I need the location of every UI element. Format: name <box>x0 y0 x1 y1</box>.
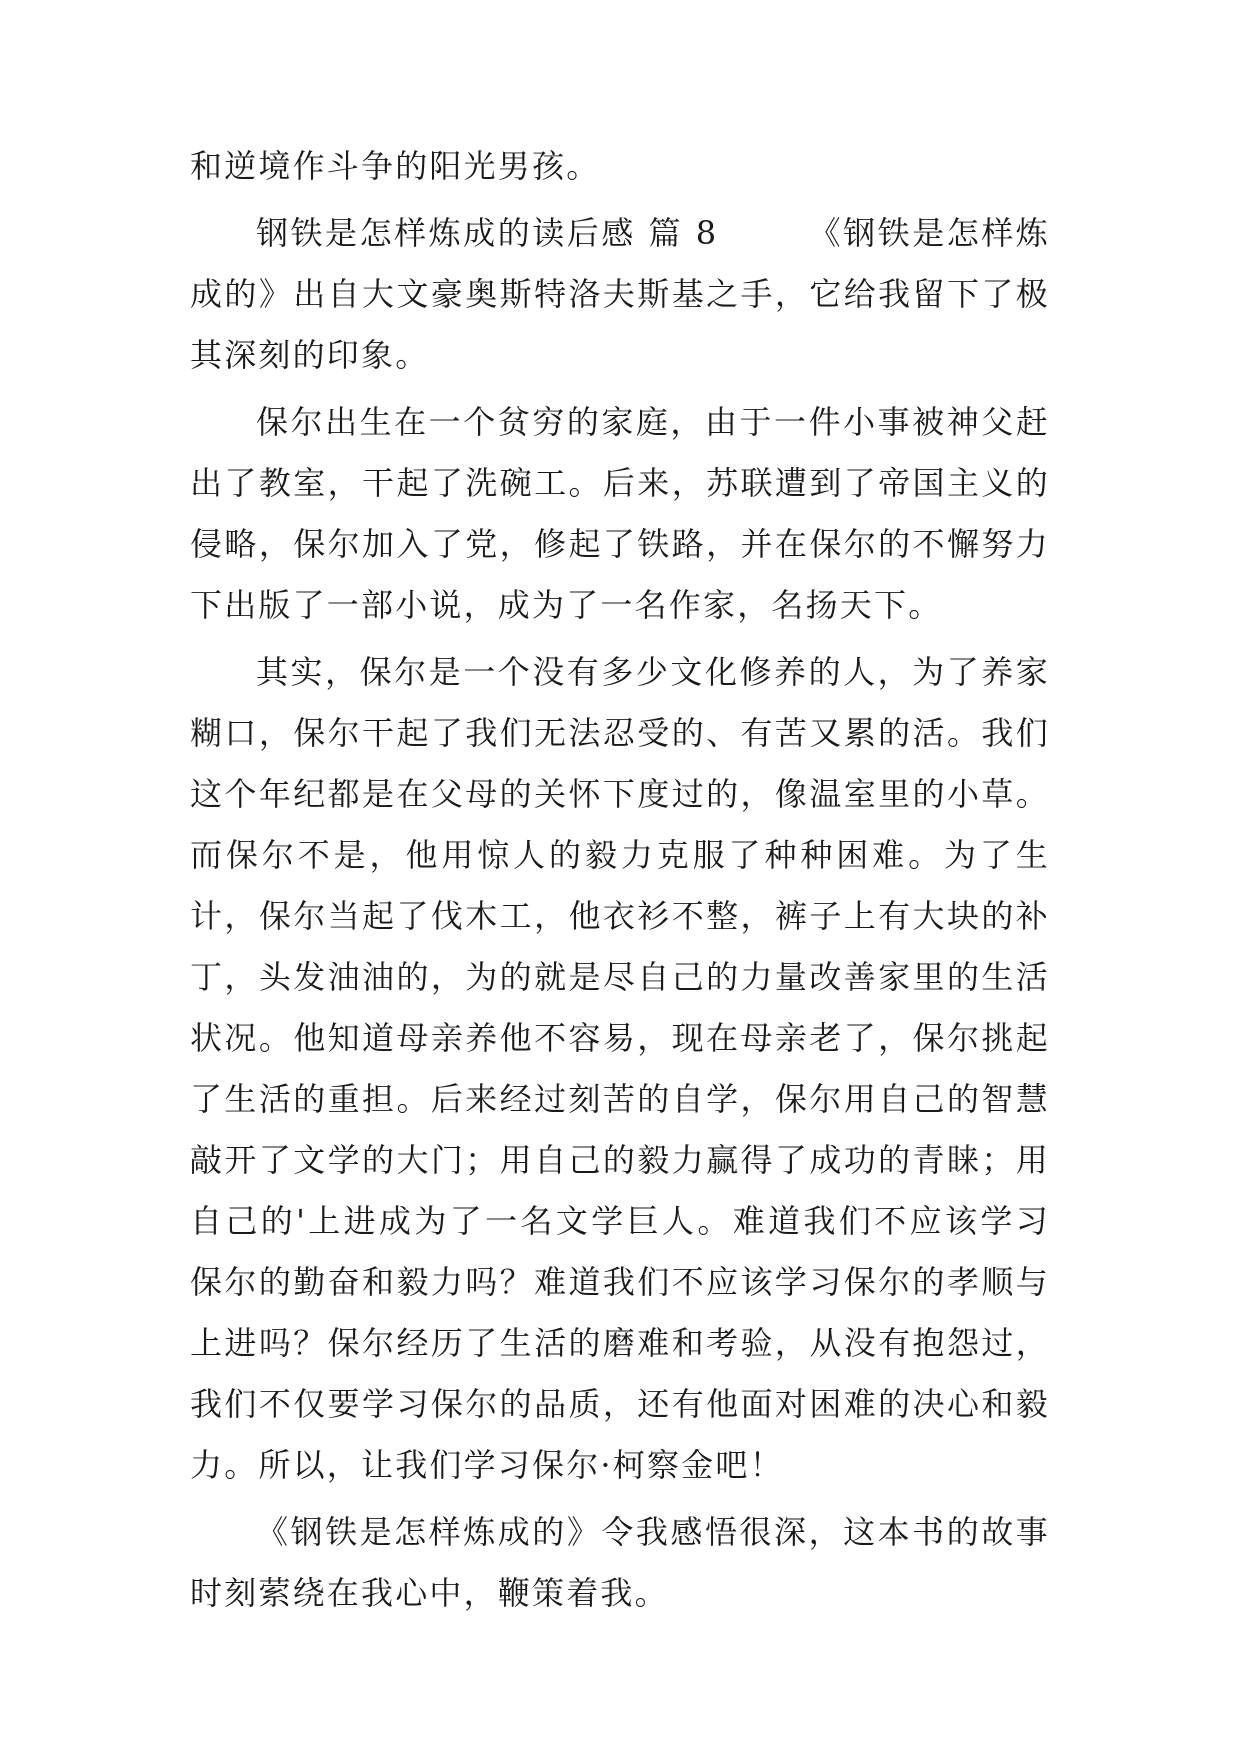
essay-intro-text: 《钢铁是怎样炼成的》出自大文豪奥斯特洛夫斯基之手，它给我留下了极其深刻的印象。 <box>190 214 1050 374</box>
essay-heading: 钢铁是怎样炼成的读后感 篇 8 <box>256 214 719 252</box>
paragraph-paul-perseverance: 其实，保尔是一个没有多少文化修养的人，为了养家糊口，保尔干起了我们无法忍受的、有苦又累的活。我们这个年纪都是在父母的关怀下度过的，像温室里的小草。而保尔不是，他用惊人的毅力克服了种种困难。为了生计，保尔当起了伐木工，他衣衫不整，裤子上有大块的补丁，头发油油的，为的就是尽自己的力量改善家里的生活状况。他知道母亲养他不容易，现在母亲老了，保尔挑起了生活的重担。后来经过刻苦的自学，保尔用自己的智慧敲开了文学的大门；用自己的毅力赢得了成功的青睐；用自己的'上进成为了一名文学巨人。难道我们不应该学习保尔的勤奋和毅力吗？难道我们不应该学习保尔的孝顺与上进吗？保尔经历了生活的磨难和考验，从没有抱怨过，我们不仅要学习保尔的品质，还有他面对困难的决心和毅力。所以，让我们学习保尔·柯察金吧！ <box>190 653 1050 1484</box>
paragraph-continuation: 和逆境作斗争的阳光男孩。 <box>190 147 601 185</box>
body-text <box>190 136 1050 1624</box>
paragraph-essay-intro <box>190 203 1050 386</box>
paragraph-paul-background: 保尔出生在一个贫穷的家庭，由于一件小事被神父赶出了教室，干起了洗碗工。后来，苏联遭到了帝国主义的侵略，保尔加入了党，修起了铁路，并在保尔的不懈努力下出版了一部小说，成为了一名作家，名扬天下。 <box>190 403 1050 624</box>
paragraph-conclusion: 《钢铁是怎样炼成的》令我感悟很深，这本书的故事时刻萦绕在我心中，鞭策着我。 <box>190 1513 1050 1612</box>
